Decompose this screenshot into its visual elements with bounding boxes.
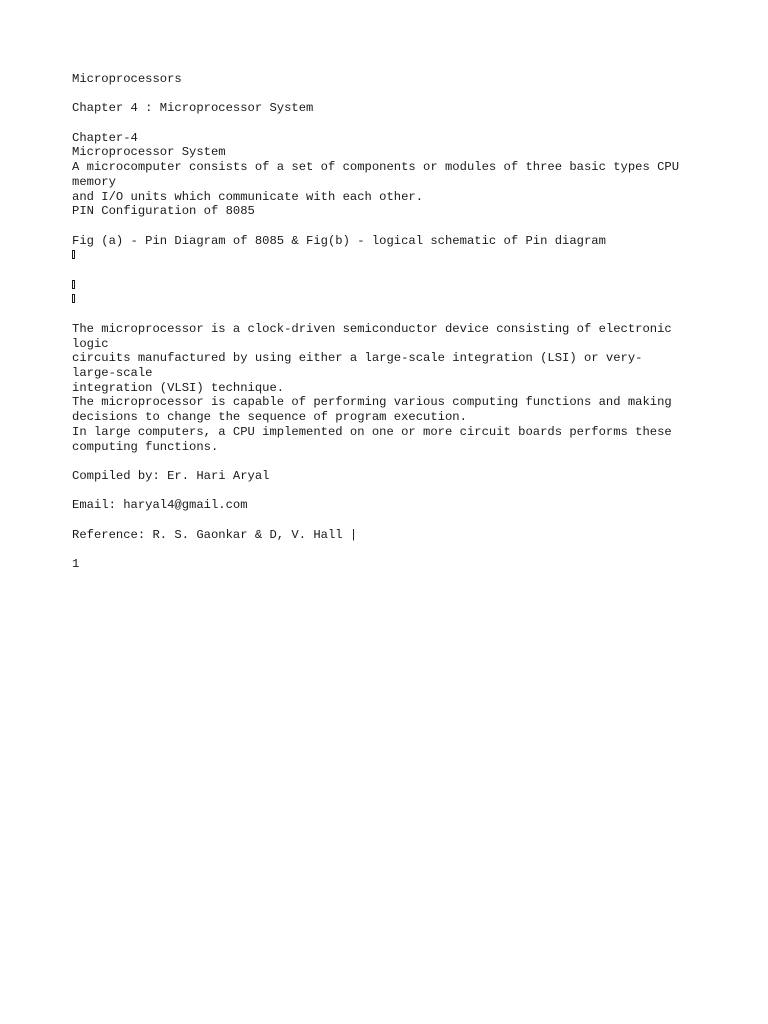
missing-image-placeholder [72,248,712,263]
email-line: Email: haryal4@gmail.com [72,498,248,513]
missing-glyph-icon [72,280,75,289]
intro-line: and I/O units which communicate with each other. [72,189,424,204]
pin-config-heading: PIN Configuration of 8085 [72,204,255,219]
body-line: The microprocessor is capable of performing various computing functions and making [72,395,672,410]
spacer [72,542,712,557]
spacer [72,87,712,102]
document-header: Microprocessors [72,72,182,86]
body-line: computing functions. [72,439,219,454]
missing-glyph-icon [72,250,75,259]
missing-image-placeholder [72,292,712,307]
intro-line: A microcomputer consists of a set of components or modules of three basic types CPU [72,160,680,175]
body-line: large-scale [72,365,153,380]
spacer [72,513,712,528]
spacer [72,219,712,234]
spacer [72,116,712,131]
page-number: 1 [72,557,80,572]
missing-image-placeholder [72,278,712,293]
body-line: The microprocessor is a clock-driven semiconductor device consisting of electronic [72,321,672,336]
spacer [72,307,712,322]
reference-line: Reference: R. S. Gaonkar & D, V. Hall | [72,527,358,542]
compiled-by: Compiled by: Er. Hari Aryal [72,468,270,483]
figure-caption: Fig (a) - Pin Diagram of 8085 & Fig(b) - logical schematic of Pin diagram [72,233,606,248]
spacer [72,484,712,499]
document-page [72,72,712,572]
chapter-title: Chapter 4 : Microprocessor System [72,101,314,116]
body-line: logic [72,336,109,351]
body-line: In large computers, a CPU implemented on one or more circuit boards performs these [72,424,672,439]
spacer [72,454,712,469]
missing-glyph-icon [72,294,75,303]
intro-line: memory [72,174,116,189]
spacer [72,263,712,278]
body-line: integration (VLSI) technique. [72,380,285,395]
section-title: Microprocessor System [72,145,226,160]
chapter-label: Chapter-4 [72,130,138,145]
body-line: circuits manufactured by using either a large-scale integration (LSI) or very- [72,351,643,366]
body-line: decisions to change the sequence of program execution. [72,410,467,425]
